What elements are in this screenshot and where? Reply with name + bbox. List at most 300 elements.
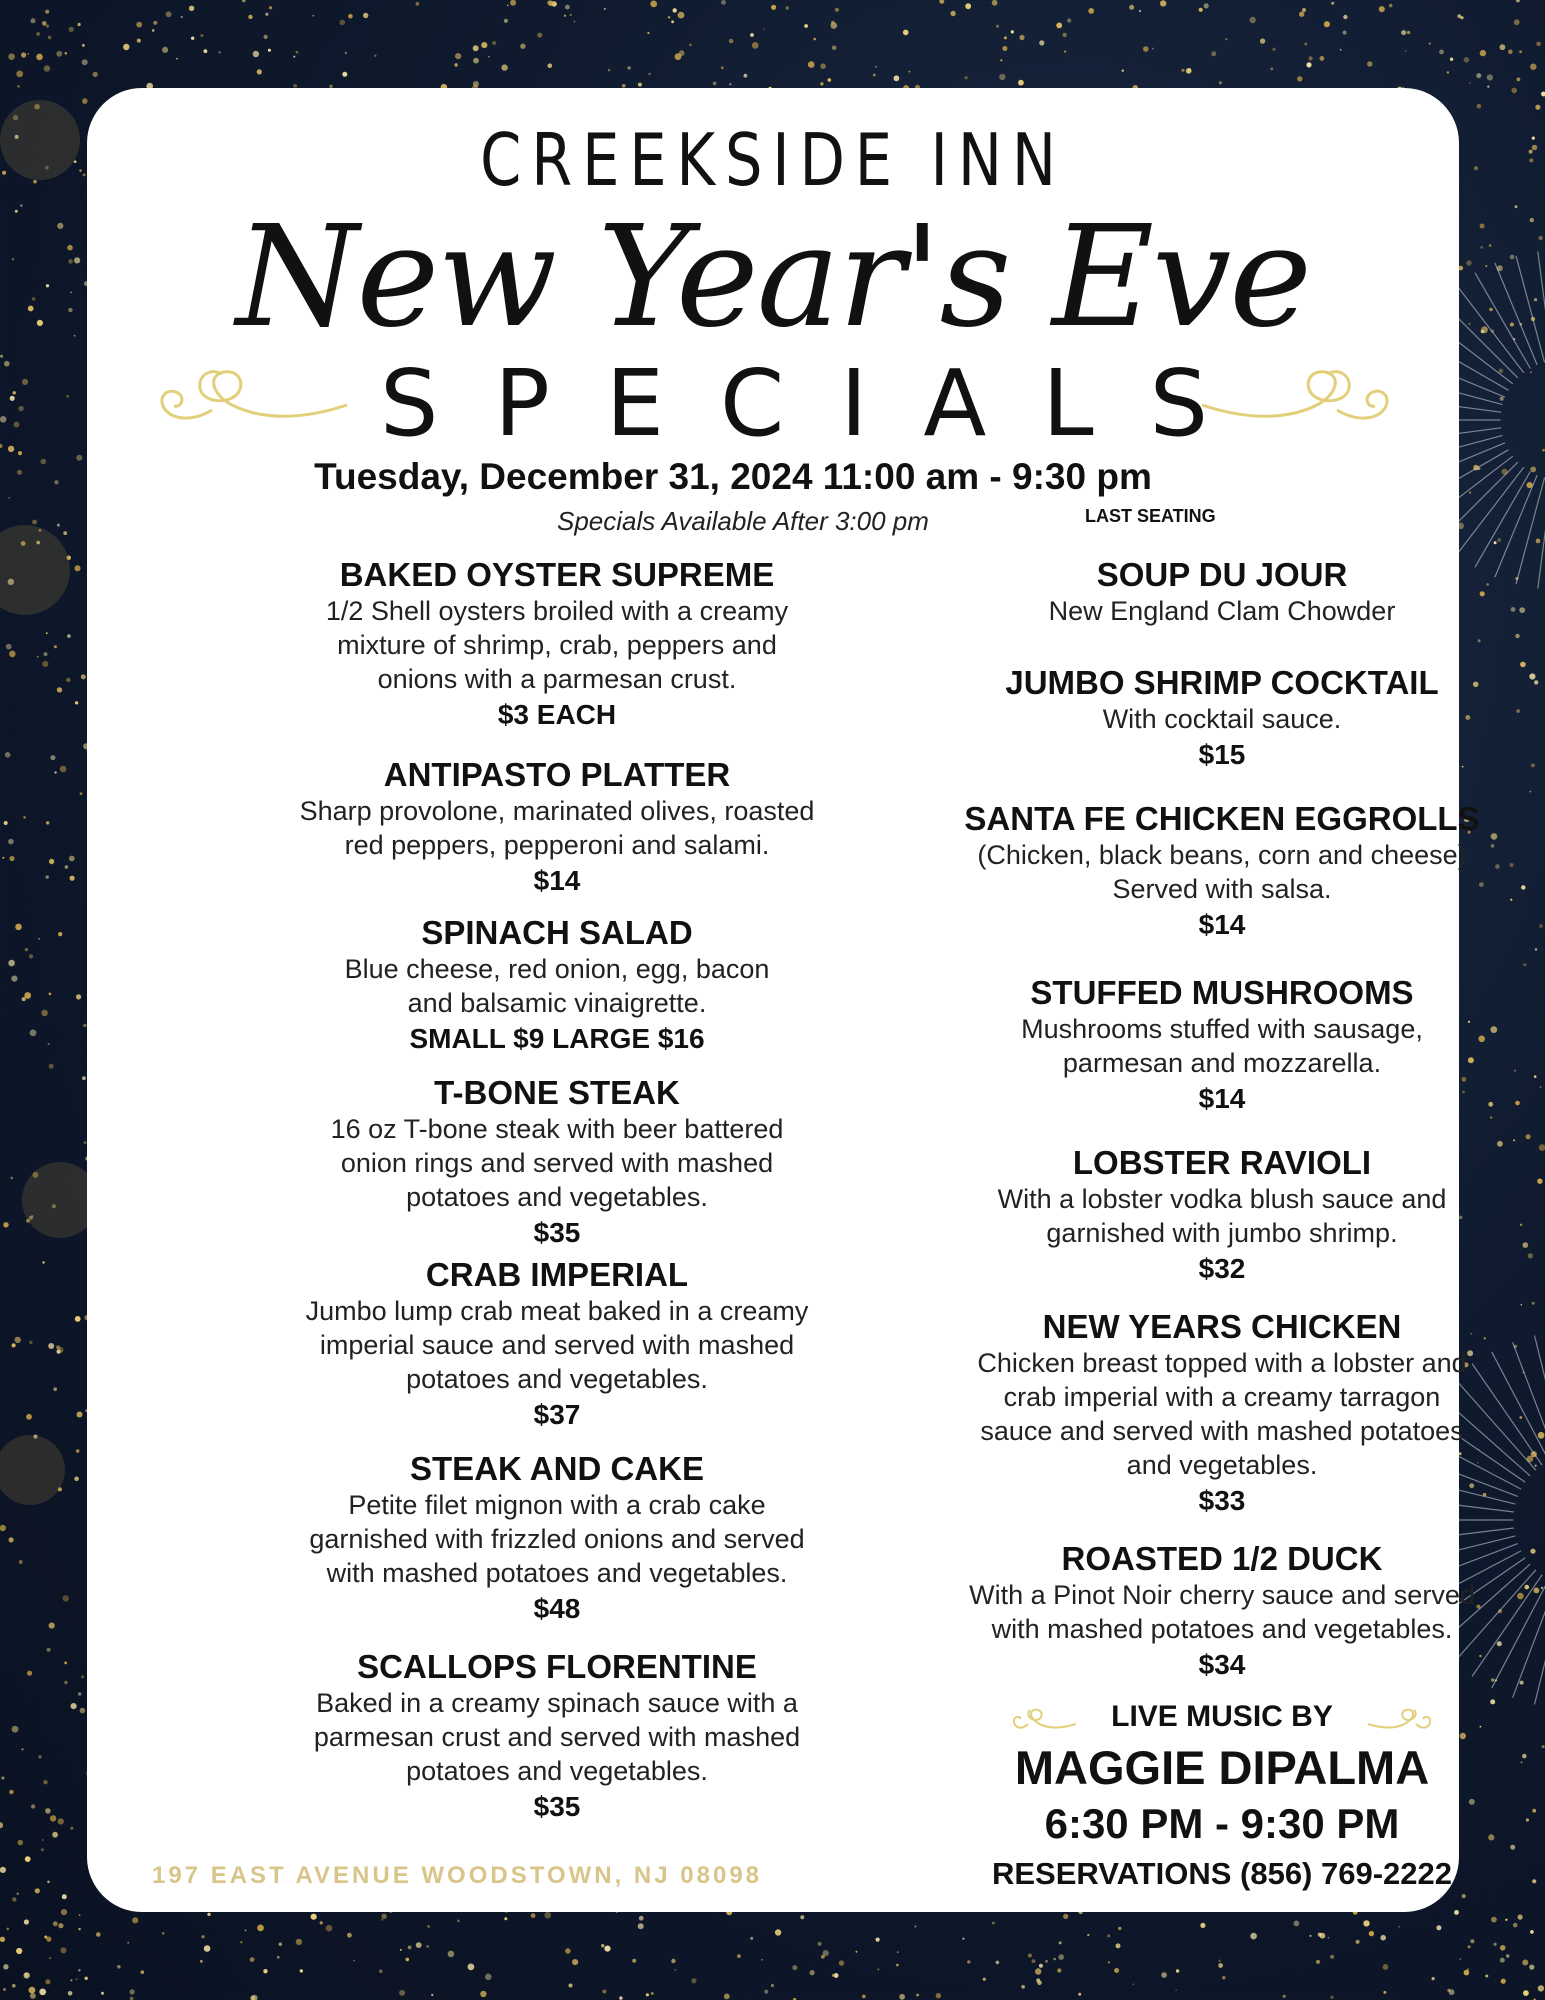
sparkle-dot xyxy=(1320,56,1325,61)
sparkle-dot xyxy=(1062,33,1066,37)
sparkle-dot xyxy=(899,1994,905,2000)
sparkle-dot xyxy=(54,645,57,648)
sparkle-dot xyxy=(36,32,40,36)
sparkle-dot xyxy=(823,1950,829,1956)
sparkle-dot xyxy=(49,859,54,864)
sparkle-dot xyxy=(17,470,22,475)
sparkle-dot xyxy=(1517,78,1521,82)
sparkle-dot xyxy=(1108,1961,1110,1963)
sparkle-dot xyxy=(24,992,31,999)
sparkle-dot xyxy=(454,63,458,67)
sparkle-dot xyxy=(16,71,23,78)
specials-availability: Specials Available After 3:00 pm xyxy=(557,506,929,536)
sparkle-dot xyxy=(21,52,26,57)
sparkle-dot xyxy=(1160,0,1166,6)
sparkle-dot xyxy=(30,1030,37,1037)
menu-item-price: $37 xyxy=(533,1399,581,1430)
sparkle-dot xyxy=(399,1990,405,1996)
sparkle-dot xyxy=(1175,1989,1177,1991)
sparkle-dot xyxy=(1447,71,1449,73)
menu-item-description: With cocktail sauce. xyxy=(1102,704,1342,734)
sparkle-dot xyxy=(408,1946,412,1950)
sparkle-dot xyxy=(689,44,692,47)
sparkle-dot xyxy=(992,0,998,6)
sparkle-dot xyxy=(813,38,816,41)
sparkle-dot xyxy=(27,1671,32,1676)
sparkle-dot xyxy=(1449,1989,1455,1995)
sparkle-dot xyxy=(950,11,955,16)
sparkle-dot xyxy=(570,14,572,16)
sparkle-dot xyxy=(673,8,677,12)
sparkle-dot xyxy=(379,1970,382,1973)
sparkle-dot xyxy=(1530,63,1536,69)
sparkle-dot xyxy=(1260,38,1265,43)
sparkle-dot xyxy=(674,1969,676,1971)
sparkle-dot xyxy=(744,74,748,78)
sparkle-dot xyxy=(200,1960,203,1963)
menu-item-name: T-BONE STEAK xyxy=(434,1074,680,1111)
sparkle-dot xyxy=(12,1726,19,1733)
sparkle-dot xyxy=(48,1043,50,1045)
sparkle-dot xyxy=(32,520,37,525)
menu-item-description: potatoes and vegetables. xyxy=(406,1364,708,1394)
sparkle-dot xyxy=(827,78,831,82)
sparkle-dot xyxy=(74,257,80,263)
sparkle-dot xyxy=(0,1867,6,1873)
menu-item-description: garnished with jumbo shrimp. xyxy=(1046,1218,1398,1248)
sparkle-dot xyxy=(1529,1965,1534,1970)
sparkle-dot xyxy=(204,1945,211,1952)
sparkle-dot xyxy=(416,2,420,6)
sparkle-dot xyxy=(1522,1960,1528,1966)
sparkle-dot xyxy=(1053,1958,1056,1961)
sparkle-dot xyxy=(431,1994,433,1996)
sparkle-dot xyxy=(6,644,12,650)
sparkle-dot xyxy=(804,24,808,28)
menu-item-description: garnished with frizzled onions and served xyxy=(309,1524,805,1554)
sparkle-dot xyxy=(1186,68,1192,74)
menu-item-description: potatoes and vegetables. xyxy=(406,1756,708,1786)
sparkle-dot xyxy=(572,1959,578,1965)
sparkle-dot xyxy=(76,455,82,461)
sparkle-dot xyxy=(22,1748,24,1750)
menu-item-description: parmesan crust and served with mashed xyxy=(313,1722,801,1752)
sparkle-dot xyxy=(1059,1941,1062,1944)
sparkle-dot xyxy=(608,69,611,72)
sparkle-dot xyxy=(1299,12,1304,17)
sparkle-dot xyxy=(345,52,347,54)
sparkle-dot xyxy=(117,1965,121,1969)
sparkle-dot xyxy=(9,651,16,658)
sparkle-dot xyxy=(1037,1981,1042,1986)
sparkle-dot xyxy=(46,24,49,27)
sparkle-dot xyxy=(78,1928,80,1930)
menu-item-description: mixture of shrimp, crab, peppers and xyxy=(337,630,777,660)
sparkle-dot xyxy=(1021,1985,1025,1989)
menu-item-description: Blue cheese, red onion, egg, bacon xyxy=(344,954,770,984)
sparkle-dot xyxy=(679,50,685,56)
sparkle-dot xyxy=(129,1989,134,1994)
sparkle-dot xyxy=(4,821,8,825)
sparkle-dot xyxy=(0,444,3,448)
sparkle-dot xyxy=(507,5,509,7)
sparkle-dot xyxy=(83,174,86,177)
sparkle-dot xyxy=(1219,81,1222,84)
menu-item-description: 16 oz T-bone steak with beer battered xyxy=(330,1114,784,1144)
sparkle-dot xyxy=(52,1832,58,1838)
sparkle-dot xyxy=(1367,61,1372,66)
sparkle-dot xyxy=(29,1341,33,1345)
sparkle-dot xyxy=(481,42,487,48)
sparkle-dot xyxy=(455,53,461,59)
menu-item-price: $35 xyxy=(533,1791,581,1822)
menu-item-description: Petite filet mignon with a crab cake xyxy=(348,1490,766,1520)
menu-item-name: NEW YEARS CHICKEN xyxy=(1042,1308,1402,1345)
sparkle-dot xyxy=(245,1929,247,1931)
sparkle-dot xyxy=(82,59,88,65)
sparkle-dot xyxy=(1398,1926,1400,1928)
sparkle-dot xyxy=(381,1914,386,1919)
sparkle-dot xyxy=(510,0,516,6)
sparkle-dot xyxy=(569,1984,573,1988)
sparkle-dot xyxy=(39,1989,46,1996)
sparkle-dot xyxy=(67,634,71,638)
sparkle-dot xyxy=(342,72,347,77)
menu-item-price: $48 xyxy=(533,1593,581,1624)
sparkle-dot xyxy=(936,1993,941,1998)
sparkle-dot xyxy=(1516,0,1520,2)
sparkle-dot xyxy=(265,13,268,16)
menu-item-description: (Chicken, black beans, corn and cheese) xyxy=(977,840,1467,870)
sparkle-dot xyxy=(82,44,85,47)
sparkle-dot xyxy=(68,259,73,264)
sparkle-dot xyxy=(47,1881,50,1884)
sparkle-dot xyxy=(70,876,75,881)
sparkle-dot xyxy=(832,45,837,50)
sparkle-dot xyxy=(257,69,262,74)
sparkle-dot xyxy=(619,1996,622,1999)
sparkle-dot xyxy=(520,44,525,49)
menu-item-name: SANTA FE CHICKEN EGGROLLS xyxy=(964,800,1480,837)
menu-item-name: SOUP DU JOUR xyxy=(1096,556,1348,593)
sparkle-dot xyxy=(1383,1964,1389,1970)
menu-item-description: parmesan and mozzarella. xyxy=(1062,1048,1382,1078)
sparkle-dot xyxy=(531,1913,536,1918)
sparkle-dot xyxy=(1480,50,1486,56)
sparkle-dot xyxy=(46,821,49,824)
sparkle-dot xyxy=(300,1969,303,1972)
sparkle-dot xyxy=(1536,42,1541,47)
sparkle-dot xyxy=(1500,1945,1506,1951)
sparkle-dot xyxy=(1219,1960,1221,1962)
sparkle-dot xyxy=(253,51,259,57)
menu-item-description: and vegetables. xyxy=(1126,1450,1318,1480)
sparkle-dot xyxy=(896,1964,899,1967)
sparkle-dot xyxy=(1225,38,1227,40)
sparkle-dot xyxy=(1032,1959,1036,1963)
sparkle-dot xyxy=(1464,1970,1470,1976)
menu-item-name: LOBSTER RAVIOLI xyxy=(1072,1144,1372,1181)
menu-item-description: with mashed potatoes and vegetables. xyxy=(991,1614,1453,1644)
sparkle-dot xyxy=(58,1818,64,1824)
sparkle-dot xyxy=(70,292,72,294)
sparkle-dot xyxy=(548,63,553,68)
sparkle-dot xyxy=(1450,58,1453,61)
sparkle-dot xyxy=(1468,1945,1471,1948)
sparkle-dot xyxy=(792,1965,797,1970)
sparkle-dot xyxy=(752,42,759,49)
sparkle-dot xyxy=(381,1919,383,1921)
sparkle-dot xyxy=(37,320,43,326)
sparkle-dot xyxy=(1476,73,1481,78)
sparkle-dot xyxy=(250,1957,255,1962)
sparkle-dot xyxy=(44,65,50,71)
sparkle-dot xyxy=(37,656,39,658)
sparkle-dot xyxy=(602,1990,606,1994)
sparkle-dot xyxy=(363,13,368,18)
sparkle-dot xyxy=(1439,50,1444,55)
sparkle-dot xyxy=(18,1840,24,1846)
sparkle-dot xyxy=(416,1942,422,1948)
sparkle-dot xyxy=(268,49,271,52)
menu-item-name: STUFFED MUSHROOMS xyxy=(1030,974,1414,1011)
sparkle-dot xyxy=(651,1992,654,1995)
sparkle-dot xyxy=(50,755,55,760)
menu-item-description: onions with a parmesan crust. xyxy=(377,664,737,694)
sparkle-dot xyxy=(123,44,129,50)
sparkle-dot xyxy=(1011,30,1014,33)
sparkle-dot xyxy=(897,1951,899,1953)
sparkle-dot xyxy=(17,85,19,87)
menu-item-description: sauce and served with mashed potatoes xyxy=(980,1416,1464,1446)
sparkle-dot xyxy=(0,1822,3,1828)
sparkle-dot xyxy=(240,1941,242,1943)
last-seating-note: LAST SEATING xyxy=(1085,506,1216,526)
sparkle-dot xyxy=(29,954,33,958)
gold-flourish-small-right-icon xyxy=(1367,1706,1432,1734)
sparkle-dot xyxy=(70,1827,73,1830)
sparkle-dot xyxy=(1506,1954,1510,1958)
sparkle-dot xyxy=(965,76,968,79)
sparkle-dot xyxy=(1407,31,1411,35)
sparkle-dot xyxy=(30,1993,36,1999)
live-music-label: LIVE MUSIC BY xyxy=(1111,1700,1333,1733)
sparkle-dot xyxy=(14,422,20,428)
sparkle-dot xyxy=(504,1917,507,1920)
menu-item-name: ROASTED 1/2 DUCK xyxy=(1061,1540,1383,1577)
sparkle-dot xyxy=(1356,1940,1360,1944)
menu-item-price: $15 xyxy=(1198,739,1246,770)
sparkle-dot xyxy=(639,1916,644,1921)
performer-name: MAGGIE DIPALMA xyxy=(1014,1741,1430,1794)
sparkle-dot xyxy=(200,34,203,37)
sparkle-dot xyxy=(5,752,11,758)
sparkle-dot xyxy=(46,632,48,634)
menu-item-price: $32 xyxy=(1198,1253,1246,1284)
sparkle-dot xyxy=(604,8,606,10)
sparkle-dot xyxy=(45,1808,51,1814)
sparkle-dot xyxy=(1343,31,1347,35)
sparkle-dot xyxy=(62,1894,67,1899)
sparkle-dot xyxy=(47,1648,51,1652)
sparkle-dot xyxy=(1309,56,1313,60)
sparkle-dot xyxy=(76,1449,80,1453)
sparkle-dot xyxy=(348,14,353,19)
sparkle-dot xyxy=(1518,1915,1523,1920)
sparkle-dot xyxy=(9,856,14,861)
sparkle-dot xyxy=(1294,1921,1300,1927)
sparkle-dot xyxy=(248,15,252,19)
sparkle-dot xyxy=(80,792,83,795)
sparkle-dot xyxy=(1304,43,1307,46)
sparkle-dot xyxy=(544,1912,551,1919)
sparkle-dot xyxy=(176,58,178,60)
sparkle-dot xyxy=(8,497,10,499)
sparkle-dot xyxy=(41,459,47,465)
sparkle-dot xyxy=(1330,1996,1333,1999)
sparkle-dot xyxy=(638,1923,644,1929)
sparkle-dot xyxy=(45,1979,50,1984)
sparkle-dot xyxy=(601,1944,604,1947)
sparkle-dot xyxy=(58,932,62,936)
sparkle-dot xyxy=(1250,17,1256,23)
sparkle-dot xyxy=(1199,8,1203,12)
sparkle-dot xyxy=(44,652,48,656)
sparkle-dot xyxy=(11,976,17,982)
sparkle-dot xyxy=(1343,15,1347,19)
sparkle-dot xyxy=(831,21,835,25)
sparkle-dot xyxy=(648,73,651,76)
sparkle-dot xyxy=(101,1992,104,1995)
sparkle-dot xyxy=(0,1525,6,1531)
sparkle-dot xyxy=(967,1960,970,1963)
sparkle-dot xyxy=(78,1692,81,1695)
sparkle-dot xyxy=(671,20,674,23)
sparkle-dot xyxy=(750,33,754,37)
menu-item-description: potatoes and vegetables. xyxy=(406,1182,708,1212)
sparkle-dot xyxy=(1116,1943,1121,1948)
sparkle-dot xyxy=(1429,43,1431,45)
sparkle-dot xyxy=(1028,1954,1032,1958)
sparkle-dot xyxy=(264,35,268,39)
sparkle-dot xyxy=(1114,1968,1119,1973)
sparkle-dot xyxy=(219,51,221,53)
sparkle-dot xyxy=(57,524,60,527)
sparkle-dot xyxy=(400,1949,402,1951)
sparkle-dot xyxy=(15,924,22,931)
menu-item-description: red peppers, pepperoni and salami. xyxy=(344,830,770,860)
sparkle-dot xyxy=(485,1974,492,1981)
menu-card xyxy=(87,88,1480,1912)
sparkle-dot xyxy=(1405,50,1407,52)
sparkle-dot xyxy=(1401,30,1406,35)
sparkle-dot xyxy=(3,1222,8,1227)
sparkle-dot xyxy=(55,771,57,773)
sparkle-dot xyxy=(1485,1975,1488,1978)
sparkle-dot xyxy=(1530,1930,1534,1934)
sparkle-dot xyxy=(204,49,208,53)
sparkle-dot xyxy=(42,661,48,667)
sparkle-dot xyxy=(28,306,34,312)
sparkle-dot xyxy=(75,701,78,704)
sparkle-dot xyxy=(49,1064,54,1069)
sparkle-dot xyxy=(81,1675,84,1678)
sparkle-dot xyxy=(678,12,685,19)
sparkle-dot xyxy=(750,1937,753,1940)
sparkle-dot xyxy=(17,1893,19,1895)
menu-item-name: CRAB IMPERIAL xyxy=(425,1256,689,1293)
sparkle-dot xyxy=(1330,1955,1334,1959)
sparkle-dot xyxy=(808,61,815,68)
sparkle-dot xyxy=(9,1790,13,1794)
restaurant-name: CREEKSIDE INN xyxy=(480,118,1066,202)
sparkle-dot xyxy=(983,1978,986,1981)
sparkle-dot xyxy=(31,1804,35,1808)
sparkle-dot xyxy=(771,1984,774,1987)
sparkle-dot xyxy=(311,1914,317,1920)
sparkle-dot xyxy=(1218,1963,1223,1968)
sparkle-dot xyxy=(1487,74,1493,80)
sparkle-dot xyxy=(646,1993,649,1996)
sparkle-dot xyxy=(93,72,98,77)
sparkle-dot xyxy=(473,81,479,87)
sparkle-dot xyxy=(162,1932,164,1934)
sparkle-dot xyxy=(320,1921,323,1924)
sparkle-dot xyxy=(12,1897,16,1901)
sparkle-dot xyxy=(15,1337,21,1343)
sparkle-dot xyxy=(1143,46,1149,52)
sparkle-dot xyxy=(632,1959,636,1963)
sparkle-dot xyxy=(49,1957,51,1959)
live-music-row xyxy=(822,1700,1545,1740)
sparkle-dot xyxy=(992,1922,995,1925)
sparkle-dot xyxy=(312,15,314,17)
sparkle-dot xyxy=(1088,8,1094,14)
sparkle-dot xyxy=(1018,80,1024,86)
sparkle-dot xyxy=(0,416,7,423)
sparkle-dot xyxy=(1538,1985,1544,1991)
sparkle-dot xyxy=(1019,35,1024,40)
sparkle-dot xyxy=(8,446,14,452)
sparkle-dot xyxy=(76,1978,78,1980)
menu-item-price: $3 EACH xyxy=(497,699,617,730)
sparkle-dot xyxy=(4,361,10,367)
menu-item-description: and balsamic vinaigrette. xyxy=(407,988,707,1018)
sparkle-dot xyxy=(22,997,26,1001)
sparkle-dot xyxy=(13,391,16,394)
sparkle-dot xyxy=(504,19,508,23)
sparkle-dot xyxy=(671,1959,675,1963)
sparkle-dot xyxy=(668,16,670,18)
sparkle-dot xyxy=(79,1914,81,1916)
sparkle-dot xyxy=(166,11,172,17)
sparkle-dot xyxy=(962,1938,964,1940)
sparkle-dot xyxy=(1432,1977,1435,1980)
sparkle-dot xyxy=(1004,36,1007,39)
sparkle-dot xyxy=(873,74,876,77)
sparkle-dot xyxy=(49,1623,55,1629)
sparkle-dot xyxy=(374,55,376,57)
sparkle-dot xyxy=(189,6,194,11)
sparkle-dot xyxy=(70,1979,72,1981)
sparkle-dot xyxy=(737,1954,741,1958)
sparkle-dot xyxy=(38,938,40,940)
bokeh-light xyxy=(0,100,80,180)
sparkle-dot xyxy=(856,1951,858,1953)
sparkle-dot xyxy=(1272,48,1275,51)
sparkle-dot xyxy=(1501,1979,1506,1984)
sparkle-dot xyxy=(347,1933,352,1938)
